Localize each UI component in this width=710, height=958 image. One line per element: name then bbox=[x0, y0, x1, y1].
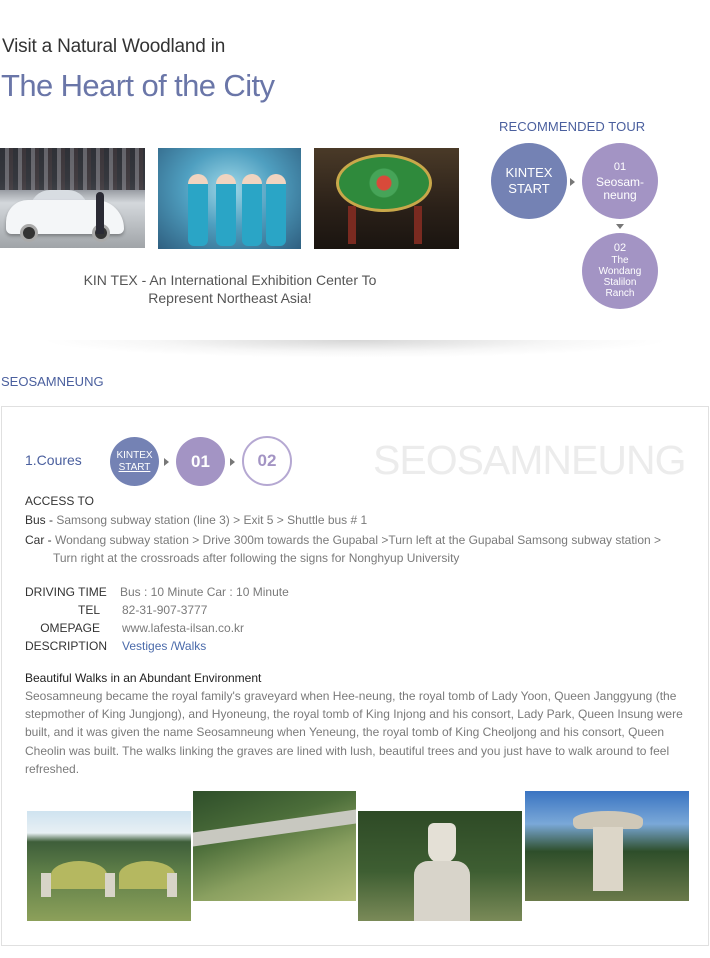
tour-stop-wondang-ranch[interactable] bbox=[582, 233, 658, 309]
section-title: SEOSAMNEUNG bbox=[1, 374, 104, 389]
tour-stop2-number: 02 bbox=[613, 242, 627, 254]
driving-time-value: Bus : 10 Minute Car : 10 Minute bbox=[120, 585, 289, 599]
course-label: 1.Coures bbox=[25, 452, 82, 468]
section-divider bbox=[40, 340, 670, 358]
kintex-caption bbox=[30, 271, 430, 307]
tour-stop2-line3: Stalilon bbox=[603, 277, 637, 288]
course-start-line1: KINTEX bbox=[116, 449, 153, 461]
arrow-right-icon bbox=[164, 458, 169, 466]
page-subtitle: Visit a Natural Woodland in bbox=[2, 36, 226, 57]
tour-start-line2: START bbox=[508, 181, 550, 196]
section-watermark: SEOSAMNEUNG bbox=[373, 437, 686, 483]
car-directions-line2: Turn right at the crossroads after following the signs for Nonghyup University bbox=[53, 551, 460, 565]
stone-lantern-photo bbox=[525, 791, 689, 901]
tour-stop-seosamneung[interactable] bbox=[582, 143, 658, 219]
bus-directions: Samsong subway station (line 3) > Exit 5 > Shuttle bus # 1 bbox=[56, 513, 368, 527]
royal-tombs-photo bbox=[27, 811, 191, 921]
access-title: ACCESS TO bbox=[25, 494, 94, 508]
arrow-right-icon bbox=[570, 178, 575, 186]
tour-stop1-line2: neung bbox=[603, 187, 637, 202]
tour-stop2-line4: Ranch bbox=[605, 288, 635, 299]
tel-label: TEL bbox=[77, 603, 100, 617]
arrow-right-icon bbox=[230, 458, 235, 466]
kintex-caption-line2: Represent Northeast Asia! bbox=[148, 290, 312, 306]
page-title: The Heart of the City bbox=[1, 68, 275, 103]
homepage-label: OMEPAGE bbox=[40, 621, 100, 635]
description-value: Vestiges /Walks bbox=[122, 639, 207, 653]
tour-stop1-number: 01 bbox=[613, 160, 627, 173]
stone-statue-photo bbox=[358, 811, 522, 921]
walks-title: Beautiful Walks in an Abundant Environment bbox=[25, 671, 262, 685]
car-label: Car - bbox=[25, 533, 52, 547]
lacquer-table-photo bbox=[314, 148, 459, 249]
car-exhibition-photo bbox=[0, 148, 145, 248]
tour-start-circle[interactable] bbox=[491, 143, 567, 219]
course-start-circle[interactable] bbox=[110, 437, 159, 486]
arrow-down-icon bbox=[616, 224, 624, 229]
course-step-01[interactable]: 01 bbox=[176, 437, 225, 486]
recommended-tour-title: RECOMMENDED TOUR bbox=[499, 119, 646, 134]
tel-value: 82-31-907-3777 bbox=[122, 603, 208, 617]
bus-label: Bus - bbox=[25, 513, 54, 527]
access-car bbox=[25, 531, 695, 567]
course-start-line2: START bbox=[118, 461, 151, 473]
description-label: DESCRIPTION bbox=[25, 639, 108, 653]
tour-start-line1: KINTEX bbox=[505, 165, 553, 180]
homepage-link[interactable]: www.lafesta-ilsan.co.kr bbox=[122, 621, 245, 635]
kintex-caption-line1: KIN TEX - An International Exhibition Center To bbox=[83, 272, 377, 288]
tour-stop2-line1: The bbox=[611, 255, 629, 266]
car-directions-line1: Wondang subway station > Drive 300m towards the Gupabal >Turn left at the Gupabal Samsong subway station > bbox=[55, 533, 662, 547]
tour-stop1-line1: Seosam- bbox=[595, 174, 645, 189]
tour-stop2-line2: Wondang bbox=[598, 266, 642, 277]
fashion-show-photo bbox=[158, 148, 301, 249]
course-step-02[interactable]: 02 bbox=[242, 436, 292, 486]
walks-description: Seosamneung became the royal family's graveyard when Hee-neung, the royal tomb of Lady Yoon, Queen Janggyung (the stepmother of King Jungjong), and Hyoneung, the royal tomb of King Injong and his consort, Lady Park, Queen Insung were built, and it was given the name Seosamneung when Yeneung, the royal tomb of King Cheoljong and his consort, Queen Cheolin was built. The walks linking the graves are lined with lush, beautiful trees and you just have to walk around to feel refreshed. bbox=[25, 689, 683, 776]
access-bus bbox=[25, 513, 367, 527]
driving-time-label: DRIVING TIME bbox=[25, 585, 107, 599]
tomb-wall-photo bbox=[193, 791, 356, 901]
